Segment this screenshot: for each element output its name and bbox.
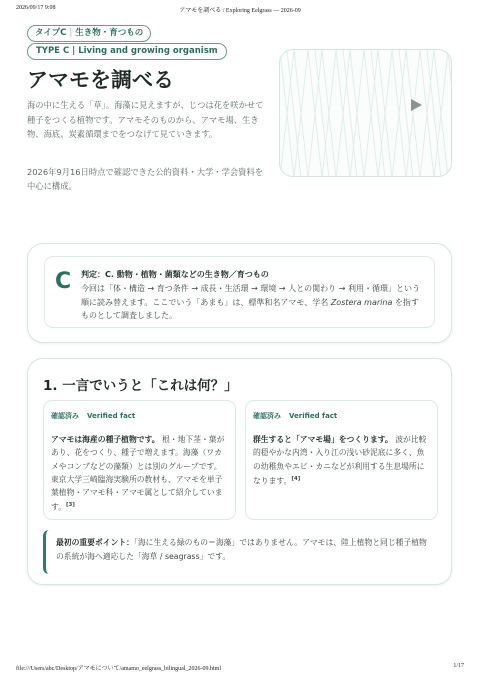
print-file-path: file:///Users/abc/Desktop/アマモについて/amamo_eelgrass_bilingual_2026-09.html: [16, 666, 222, 672]
fact-lead: 群生すると「アマモ場」をつくります。: [253, 435, 393, 444]
citation-link[interactable]: [4]: [291, 475, 301, 482]
key-point-callout: [43, 530, 438, 574]
key-point-lead: 最初の重要ポイント：: [56, 538, 134, 547]
type-tag-label: タイプC: [35, 28, 67, 38]
section-what-is-it: [27, 358, 452, 585]
badge-jp: 確認済み: [253, 412, 281, 420]
type-tag: [27, 25, 151, 42]
type-tag-english: TYPE C | Living and growing organism: [27, 43, 227, 60]
play-icon[interactable]: [411, 99, 422, 111]
category-text-main: 今回は「体・構造 → 育つ条件 → 成長・生活環 → 環境 → 人との関わり → 利用・循環」という順に読み替えます。ここでいう「あまも」は、標準和名アマモ、学名: [81, 284, 420, 307]
print-footer: [16, 663, 464, 673]
hero-media[interactable]: [279, 49, 452, 177]
badge-en: Verified fact: [87, 412, 136, 420]
category-box: [44, 256, 435, 328]
print-header: [16, 5, 464, 15]
category-text: [81, 282, 426, 323]
category-card: [27, 243, 452, 343]
category-tag-label: 生き物・育つもの: [75, 28, 144, 38]
key-point-text: 「海に生える緑のもの＝海藻」ではありません。アマモは、陸上植物と同じ種子植物の系統が海へ適応した「海草 / seagrass」です。: [56, 538, 427, 561]
category-letter: C: [55, 269, 72, 294]
badge-jp: 確認済み: [51, 412, 79, 420]
print-date: 2026/09/17 9:08: [16, 5, 56, 11]
fact-text: [253, 433, 430, 488]
tag-separator: |: [69, 28, 73, 38]
scientific-name: Zostera marina: [330, 297, 393, 307]
print-title: アマモを調べる / Exploring Eelgrass — 2026-09: [179, 8, 301, 14]
citation-link[interactable]: [3]: [65, 502, 75, 509]
section-heading: 1. 一言でいうと「これは何？」: [43, 378, 238, 394]
fact-body: 根・地下茎・葉があり、花をつくり、種子で増えます。海藻（ワカメやコンブなどの藻類）とは別のグループです。東京大学三崎臨海実験所の教材も、アマモを単子葉植物・アマモ科・アマモ属として紹介しています。: [51, 435, 225, 513]
fact-body: 波が比較的穏やかな内湾・入り江の浅い砂泥底に多く、魚の幼稚魚やエビ・カニなどが利用する生息場所になります。: [253, 435, 427, 486]
fact-lead: アマモは海産の種子植物です。: [51, 435, 160, 444]
category-text-end: を指すものとして調査しました。: [81, 297, 419, 320]
fact-text: [51, 433, 228, 514]
print-page-number: 1/17: [453, 663, 464, 669]
badge-en: Verified fact: [289, 412, 338, 420]
eelgrass-illustration: [280, 50, 452, 177]
category-heading: 判定：C. 動物・植物・菌類などの生き物／育つもの: [81, 270, 269, 279]
fact-card: [245, 400, 438, 520]
page-title: アマモを調べる: [27, 68, 174, 92]
verified-badge: [253, 411, 337, 421]
as-of-note: 2026年9月16日時点で確認できた公的資料・大学・学会資料を中心に構成。: [27, 167, 264, 191]
verified-badge: [51, 411, 135, 421]
fact-card: [43, 400, 236, 520]
intro-text: 海の中に生える「草」。海藻に見えますが、じつは花を咲かせて種子をつくる植物です。アマモそのものから、アマモ場、生き物、海底、炭素循環までをつなげて見ていきます。: [27, 100, 264, 139]
